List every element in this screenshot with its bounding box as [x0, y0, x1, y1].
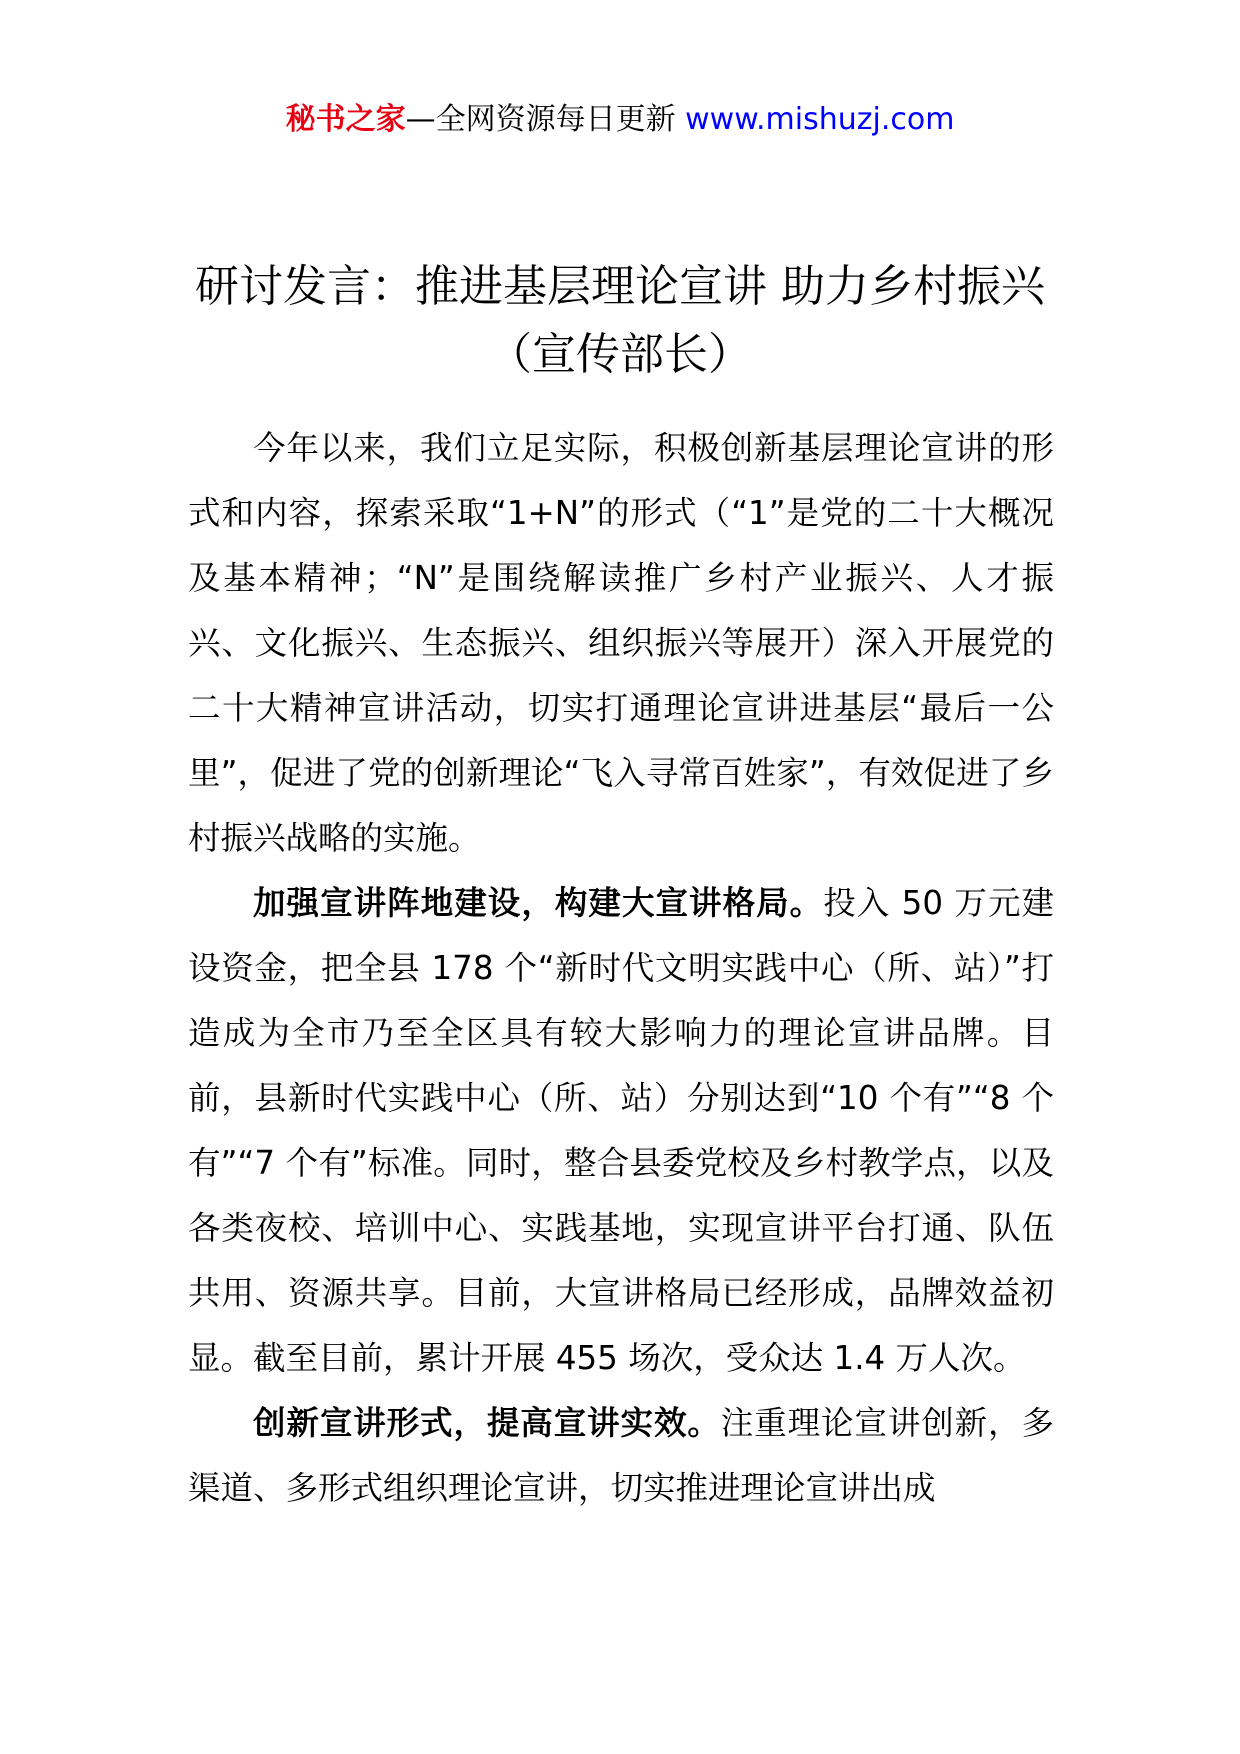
paragraph-intro: 今年以来，我们立足实际，积极创新基层理论宣讲的形式和内容，探索采取“1+N”的形式（“1”是党的二十大概况及基本精神；“N”是围绕解读推广乡村产业振兴、人才振兴、文化振兴、生态振兴、组织振兴等展开）深入开展党的二十大精神宣讲活动，切实打通理论宣讲进基层“最后一公里”，促进了党的创新理论“飞入寻常百姓家”，有效促进了乡村振兴战略的实施。 — [188, 429, 1054, 857]
paragraph-innovation — [188, 1391, 1054, 1521]
document-title — [150, 253, 1090, 389]
title-line-2: （宣传部长） — [488, 329, 752, 380]
site-slogan: —全网资源每日更新 — [405, 102, 686, 137]
site-header — [0, 100, 1240, 140]
section-heading-innovation: 创新宣讲形式，提高宣讲实效。 — [253, 1404, 721, 1442]
site-brand: 秘书之家 — [285, 102, 406, 137]
document-body — [188, 416, 1054, 1521]
paragraph-venue-construction — [188, 871, 1054, 1391]
site-url-link[interactable]: www.mishuzj.com — [685, 102, 955, 137]
section-heading-venue: 加强宣讲阵地建设，构建大宣讲格局。 — [253, 884, 824, 922]
title-line-1: 研讨发言：推进基层理论宣讲 助力乡村振兴 — [195, 261, 1045, 312]
section-body-innovation: 注重理论宣讲创新，多渠道、多形式组织理论宣讲，切实推进理论宣讲出成 — [188, 1404, 1054, 1507]
section-body-venue: 投入 50 万元建设资金，把全县 178 个“新时代文明实践中心（所、站）”打造成为全市乃至全区具有较大影响力的理论宣讲品牌。目前，县新时代实践中心（所、站）分别达到“10 个有”“8 个有”“7 个有”标准。同时，整合县委党校及乡村教学点，以及各类夜校、培训中心、实践基地，实现宣讲平台打通、队伍共用、资源共享。目前，大宣讲格局已经形成，品牌效益初显。截至目前，累计开展 455 场次，受众达 1.4 万人次。 — [188, 884, 1054, 1377]
